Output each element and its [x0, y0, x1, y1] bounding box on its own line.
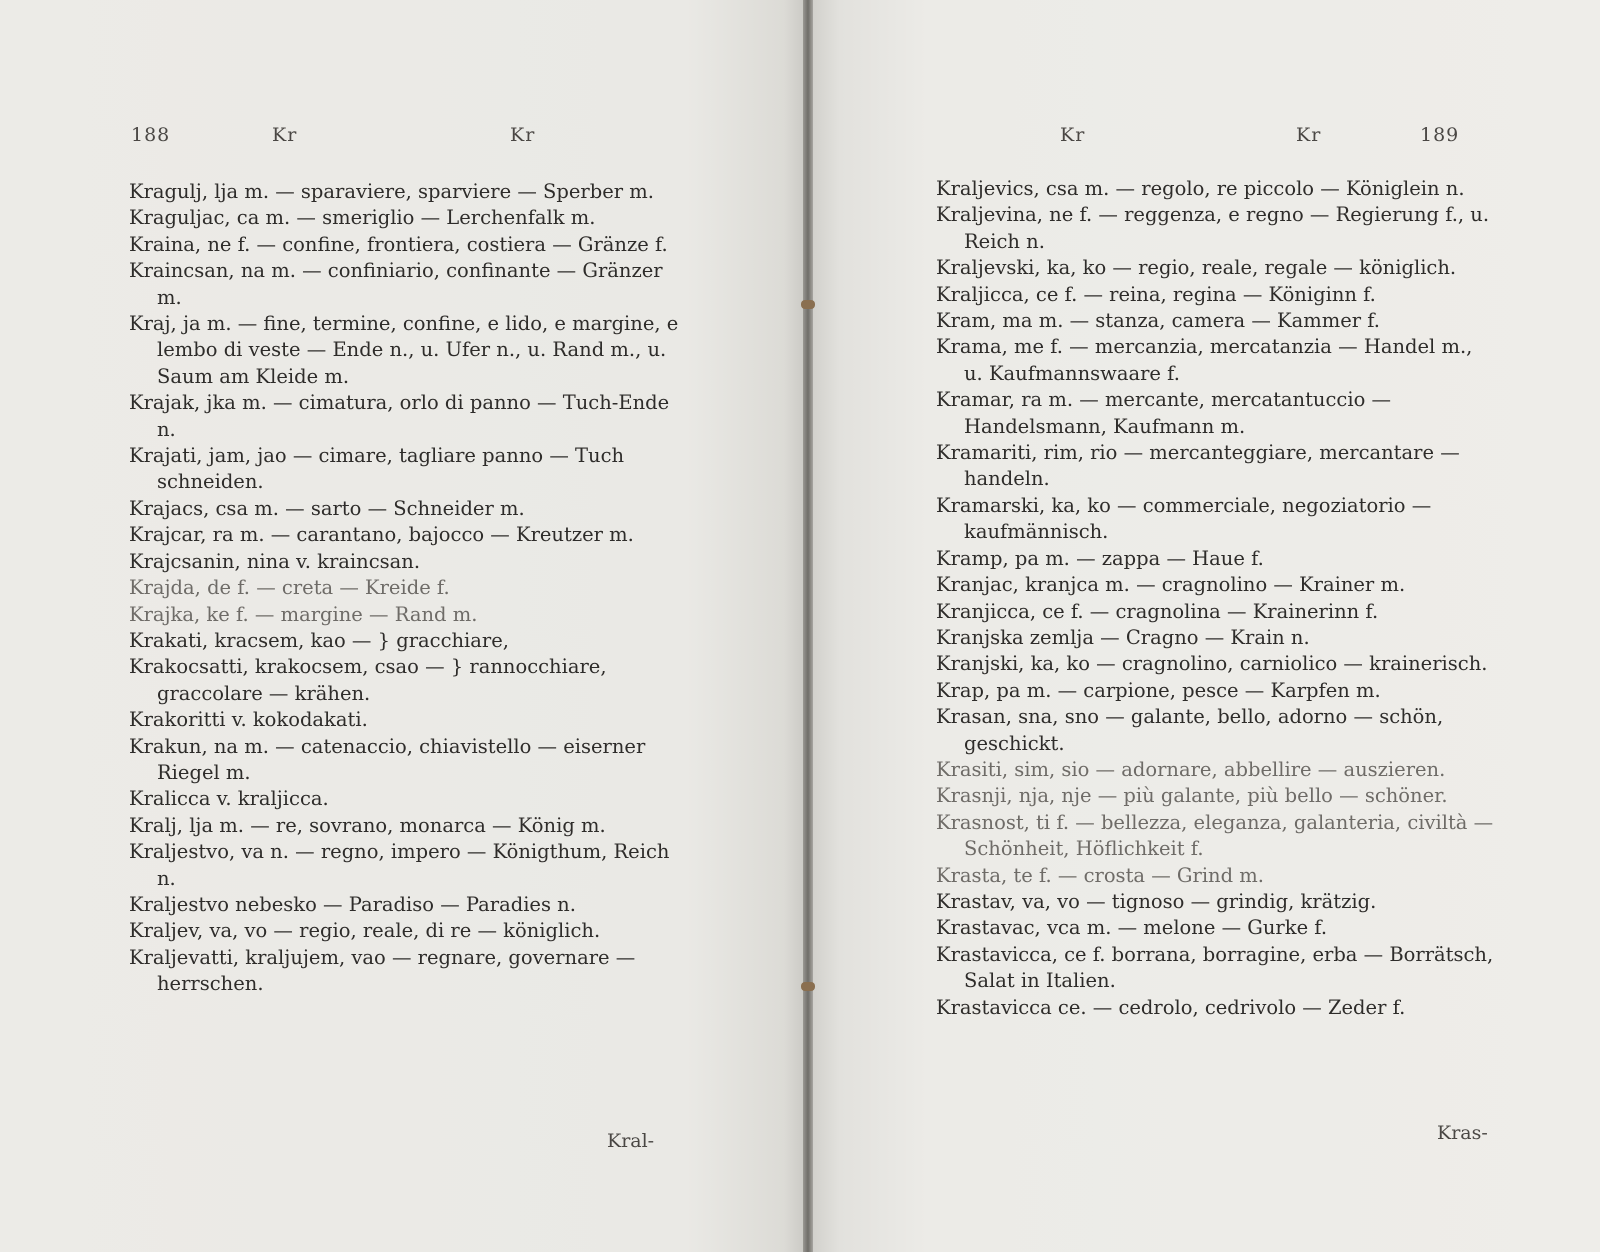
right-page — [808, 0, 1600, 1252]
dictionary-entry: Kraljev, va, vo — regio, reale, di re — königlich. — [129, 919, 601, 943]
catchword: Kral- — [607, 1130, 655, 1152]
dictionary-entry: Krajacs, csa m. — sarto — Schneider m. — [129, 496, 525, 520]
dictionary-entry: Kralj, lja m. — re, sovrano, monarca — König m. — [129, 813, 606, 837]
dictionary-entry: Kramp, pa m. — zappa — Haue f. — [936, 546, 1264, 570]
dictionary-entry: Krakun, na m. — catenaccio, chiavistello — eiserner Riegel m. — [129, 734, 646, 784]
dictionary-entry: Kraina, ne f. — confine, frontiera, costiera — Gränze f. — [129, 232, 668, 256]
dictionary-entry: Krasnost, ti f. — bellezza, eleganza, galanteria, civiltà — Schönheit, Höflichkeit f. — [936, 810, 1494, 861]
dictionary-entry: Kram, ma m. — stanza, camera — Kammer f. — [936, 309, 1381, 333]
page-number: 188 — [131, 124, 171, 146]
dictionary-entries — [936, 176, 1496, 1021]
dictionary-entry: Kraincsan, na m. — confiniario, confinante — Gränzer m. — [129, 259, 663, 309]
dictionary-entry: Krajak, jka m. — cimatura, orlo di panno — Tuch-Ende n. — [129, 391, 670, 441]
dictionary-entry: Krasan, sna, sno — galante, bello, adorno — schön, geschickt. — [936, 705, 1444, 755]
dictionary-entry: Kraljevatti, kraljujem, vao — regnare, governare — herrschen. — [129, 945, 636, 996]
dictionary-entry: Kragulj, lja m. — sparaviere, sparviere — Sperber m. — [129, 180, 654, 203]
dictionary-entry: Kraljestvo nebesko — Paradiso — Paradies n. — [129, 892, 576, 916]
dictionary-entry: Krajka, ke f. — margine — Rand m. — [129, 602, 478, 626]
dictionary-entry: Krastavicca, ce f. borrana, borragine, erba — Borrätsch, Salat in Italien. — [936, 942, 1494, 993]
dictionary-entry: Krasiti, sim, sio — adornare, abbellire — auszieren. — [936, 757, 1446, 781]
dictionary-entry: Kramar, ra m. — mercante, mercatantuccio — Handelsmann, Kaufmann m. — [936, 388, 1392, 438]
dictionary-entry: Krajda, de f. — creta — Kreide f. — [129, 576, 450, 600]
dictionary-entry: Krasnji, nja, nje — più galante, più bello — schöner. — [936, 784, 1448, 808]
dictionary-entry: Kranjski, ka, ko — cragnolino, carniolico — krainerisch. — [936, 652, 1488, 676]
binding-stitch — [801, 300, 815, 309]
dictionary-entry: Krasta, te f. — crosta — Grind m. — [936, 863, 1264, 887]
dictionary-entry: Krajcar, ra m. — carantano, bajocco — Kreutzer m. — [129, 523, 634, 547]
running-head-right: Kr — [1296, 124, 1322, 146]
dictionary-entry: Kraljicca, ce f. — reina, regina — Königinn f. — [936, 282, 1376, 306]
dictionary-entry: Krajcsanin, nina v. kraincsan. — [129, 549, 421, 573]
dictionary-entry: Kranjska zemlja — Cragno — Krain n. — [936, 625, 1310, 649]
page-number: 189 — [1420, 124, 1460, 146]
running-head-left: Kr — [1060, 124, 1086, 146]
dictionary-entry: Krap, pa m. — carpione, pesce — Karpfen m. — [936, 678, 1381, 702]
dictionary-entry: Krama, me f. — mercanzia, mercatanzia — Handel m., u. Kaufmannswaare f. — [936, 335, 1473, 385]
dictionary-entry: Krastavac, vca m. — melone — Gurke f. — [936, 916, 1328, 940]
dictionary-entry: Kraljevina, ne f. — reggenza, e regno — Regierung f., u. Reich n. — [936, 203, 1490, 253]
dictionary-entry: Kranjac, kranjca m. — cragnolino — Krainer m. — [936, 573, 1406, 597]
dictionary-entry: Kralicca v. kraljicca. — [129, 787, 329, 811]
dictionary-entry: Kramarski, ka, ko — commerciale, negoziatorio — kaufmännisch. — [936, 493, 1432, 544]
catchword: Kras- — [1437, 1122, 1488, 1144]
dictionary-entry: Kraj, ja m. — fine, termine, confine, e lido, e margine, e lembo di veste — Ende n., u. Ufer n., u. Rand m., u. Saum am Kleide m. — [129, 312, 679, 388]
dictionary-entry: Kranjicca, ce f. — cragnolina — Krainerinn f. — [936, 599, 1379, 623]
dictionary-entries — [129, 179, 689, 998]
dictionary-entry: Kramariti, rim, rio — mercanteggiare, mercantare — handeln. — [936, 441, 1460, 491]
dictionary-entry: Krakocsatti, krakocsem, csao — } rannocchiare, graccolare — krähen. — [129, 655, 607, 705]
dictionary-entry: Kraguljac, ca m. — smeriglio — Lerchenfalk m. — [129, 206, 596, 230]
dictionary-entry: Krakati, kracsem, kao — } gracchiare, — [129, 628, 509, 652]
binding-stitch — [801, 982, 815, 991]
dictionary-entry: Krastavicca ce. — cedrolo, cedrivolo — Zeder f. — [936, 995, 1406, 1019]
dictionary-entry: Krajati, jam, jao — cimare, tagliare panno — Tuch schneiden. — [129, 444, 625, 494]
dictionary-entry: Kraljevics, csa m. — regolo, re piccolo — Königlein n. — [936, 177, 1465, 200]
running-head-right: Kr — [510, 124, 536, 146]
dictionary-entry: Kraljevski, ka, ko — regio, reale, regale — königlich. — [936, 256, 1457, 280]
book-gutter — [803, 0, 813, 1252]
dictionary-entry: Krakoritti v. kokodakati. — [129, 708, 368, 732]
dictionary-entry: Krastav, va, vo — tignoso — grindig, krätzig. — [936, 889, 1377, 913]
running-head-left: Kr — [272, 124, 298, 146]
dictionary-entry: Kraljestvo, va n. — regno, impero — Königthum, Reich n. — [129, 840, 670, 890]
